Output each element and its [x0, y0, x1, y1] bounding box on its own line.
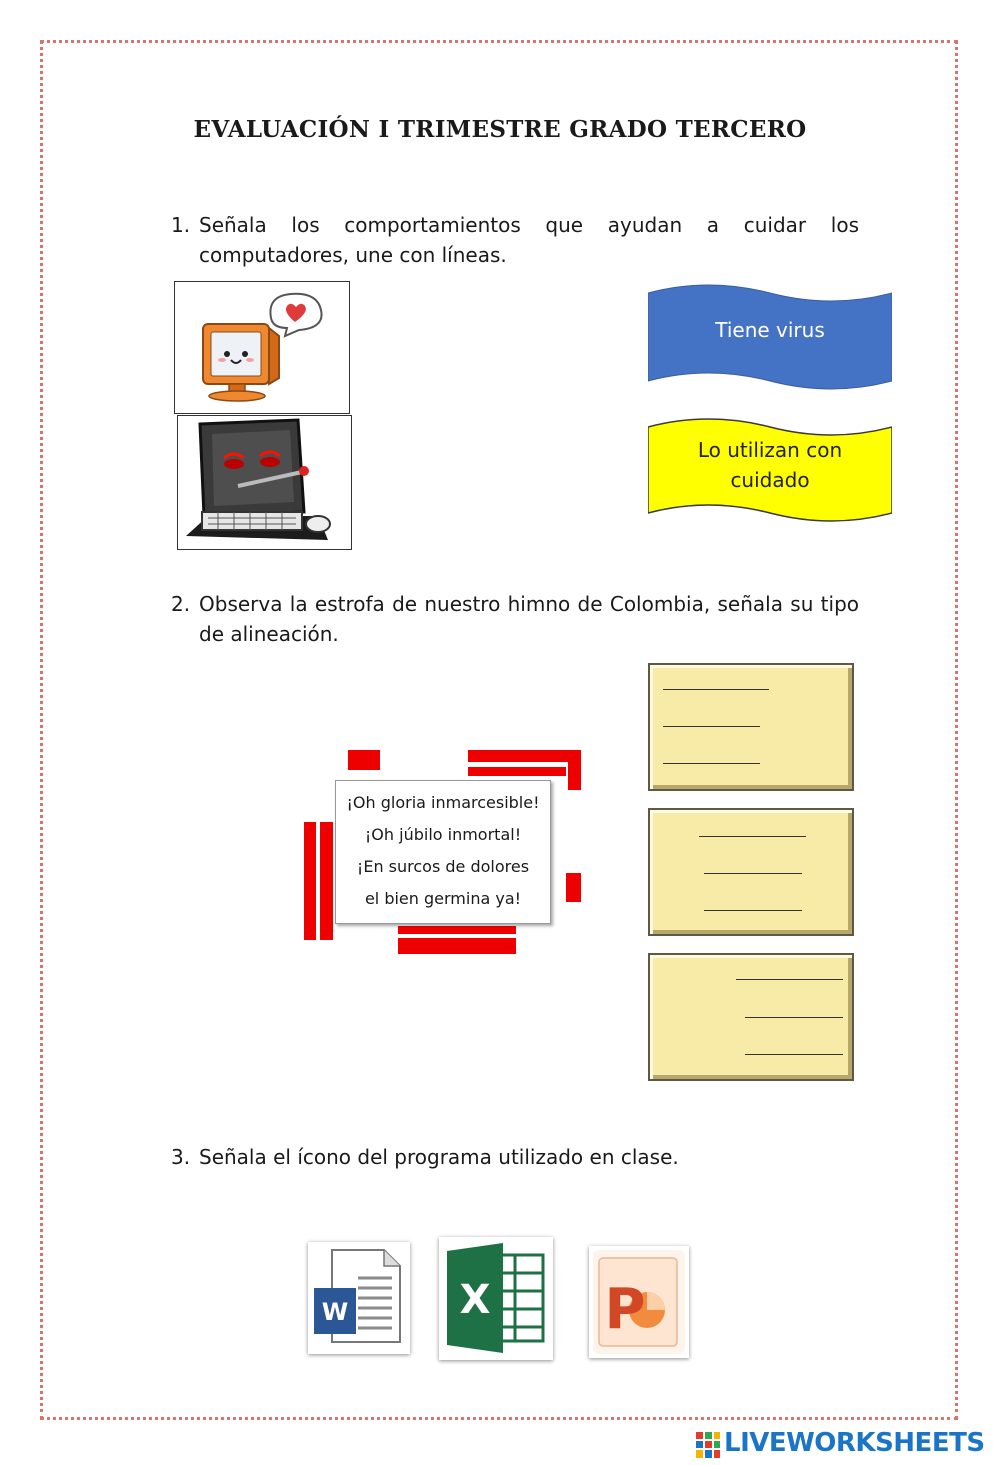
verse-line: ¡En surcos de dolores — [356, 857, 530, 876]
question-2 — [171, 589, 859, 649]
powerpoint-icon[interactable] — [589, 1246, 689, 1358]
question-number: 2. — [171, 592, 191, 616]
excel-icon[interactable] — [439, 1237, 553, 1360]
question-text: Señala los comportamientos que ayudan a cuidar los computadores, une con líneas. — [199, 213, 859, 267]
verse-line: ¡Oh júbilo inmortal! — [364, 825, 522, 844]
option-tiene-virus[interactable] — [648, 283, 892, 391]
verse-line: el bien germina ya! — [364, 889, 522, 908]
anthem-verse — [335, 780, 551, 924]
option-label: Lo utilizan con cuidado — [697, 438, 843, 492]
decorative-bar — [348, 750, 380, 762]
happy-computer-icon[interactable] — [174, 281, 350, 414]
question-text: Señala el ícono del programa utilizado en clase. — [199, 1145, 679, 1169]
logo-text: LIVEWORKSHEETS — [724, 1428, 985, 1458]
decorative-bar — [568, 762, 581, 790]
svg-text:W: W — [321, 1298, 349, 1326]
decorative-bar — [320, 822, 333, 940]
decorative-bar — [304, 822, 316, 940]
question-3 — [171, 1142, 859, 1172]
question-1 — [171, 210, 859, 270]
logo-mark-icon — [695, 1430, 721, 1460]
align-left-option[interactable] — [648, 663, 854, 791]
sick-computer-icon[interactable] — [177, 415, 352, 550]
option-lo-utilizan-con-cuidado[interactable] — [648, 417, 892, 523]
option-label: Tiene virus — [715, 318, 825, 342]
align-center-option[interactable] — [648, 808, 854, 936]
question-number: 1. — [171, 213, 191, 237]
decorative-bar — [398, 938, 516, 954]
question-text: Observa la estrofa de nuestro himno de Colombia, señala su tipo de alineación. — [199, 592, 859, 646]
align-right-option[interactable] — [648, 953, 854, 1081]
decorative-bar — [566, 873, 581, 902]
svg-text:P: P — [604, 1277, 646, 1342]
svg-text:X: X — [459, 1277, 491, 1323]
decorative-bar — [468, 767, 566, 776]
decorative-bar — [348, 762, 380, 770]
decorative-bar — [468, 750, 581, 762]
decorative-bar — [398, 926, 516, 934]
verse-line: ¡Oh gloria inmarcesible! — [346, 793, 540, 812]
page-title: EVALUACIÓN I TRIMESTRE GRADO TERCERO — [193, 116, 807, 143]
question-number: 3. — [171, 1145, 191, 1169]
word-icon[interactable] — [308, 1242, 410, 1354]
